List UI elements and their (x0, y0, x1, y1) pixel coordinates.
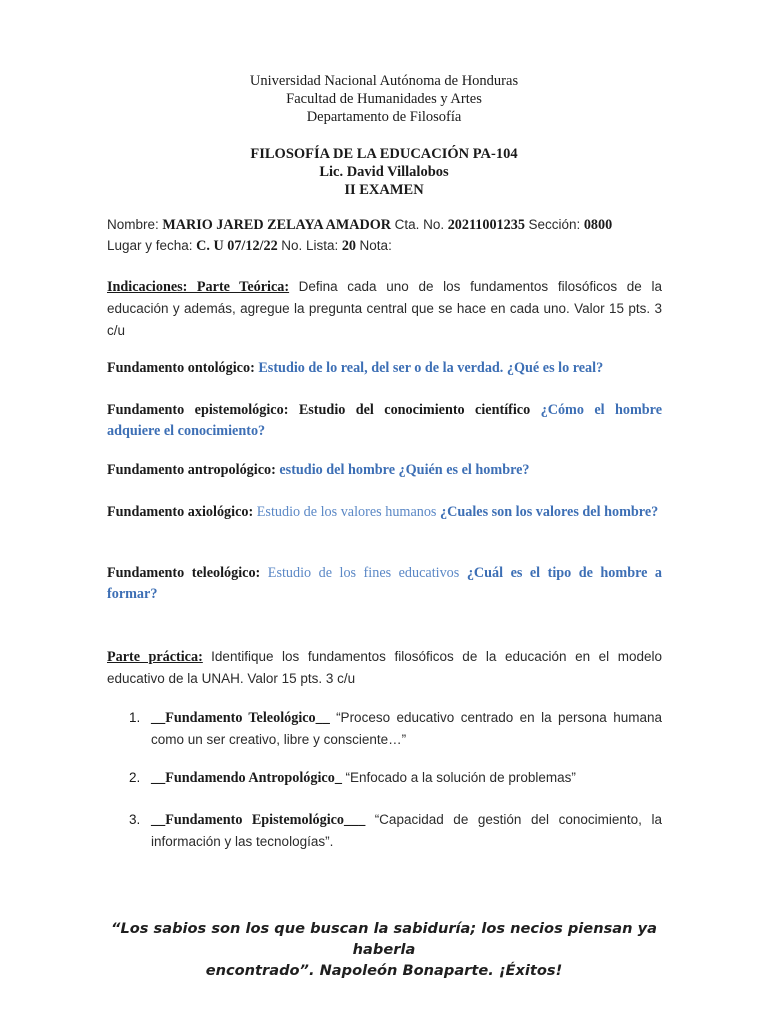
theory-item-anthropological (107, 460, 662, 481)
section-label: Sección: (528, 217, 581, 232)
theory-instructions-text: Defina cada uno de los fundamentos filosóficos de la educación y además, agregue la pregunta central que se hace en cada uno. Valor 15 pts. 3 c/u (107, 279, 662, 338)
theory-instructions (107, 276, 662, 342)
item-answer: __Fundamento Teleológico__ (151, 710, 330, 726)
item-label: Fundamento teleológico: (107, 565, 261, 581)
theory-item-axiological (107, 502, 662, 523)
account-number: 20211001235 (447, 217, 525, 233)
student-name: MARIO JARED ZELAYA AMADOR (162, 217, 392, 233)
item-definition: estudio del hombre (279, 462, 395, 478)
item-number: 2. (129, 770, 141, 785)
item-text: “Enfocado a la solución de problemas” (345, 770, 576, 785)
student-info-line-1 (107, 214, 662, 236)
department-name: Departamento de Filosofía (306, 109, 462, 125)
university-name: Universidad Nacional Autónoma de Honduras (249, 73, 519, 89)
practice-instructions-text: Identifique los fundamentos filosóficos de la educación en el modelo educativo de la UNAH. Valor 15 pts. 3 c/u (107, 649, 662, 686)
item-question: ¿Cuál es el tipo de hombre a formar? (107, 565, 663, 602)
student-info-line-2 (107, 235, 662, 257)
theory-heading: Indicaciones: Parte Teórica: (107, 279, 290, 295)
item-text: “Capacidad de gestión del conocimiento, la información y las tecnologías”. (151, 812, 662, 849)
item-label: Fundamento epistemológico: (107, 402, 289, 418)
item-definition: Estudio de lo real, del ser o de la verdad. (258, 360, 504, 376)
item-answer: __Fundamento Epistemológico___ (151, 812, 366, 828)
institution-header (0, 72, 768, 126)
item-definition: Estudio del conocimiento científico (298, 402, 531, 418)
item-text: “Proceso educativo centrado en la persona humana como un ser creativo, libre y consciente…” (151, 710, 663, 747)
item-number: 3. (129, 812, 141, 827)
quote-line-2: encontrado”. Napoleón Bonaparte. ¡Éxitos! (205, 962, 563, 979)
item-answer: __Fundamendo Antropológico_ (151, 770, 342, 786)
teacher-name: Lic. David Villalobos (319, 164, 449, 180)
course-header (0, 145, 768, 199)
practice-heading: Parte práctica: (107, 649, 203, 665)
faculty-name: Facultad de Humanidades y Artes (286, 91, 482, 107)
item-definition: Estudio de los fines educativos (267, 565, 460, 581)
account-label: Cta. No. (394, 217, 445, 232)
place-date: C. U 07/12/22 (196, 238, 278, 254)
exam-title: II EXAMEN (344, 182, 424, 198)
theory-item-teleological (107, 563, 662, 605)
item-question: ¿Cuales son los valores del hombre? (440, 504, 659, 520)
closing-quote (80, 918, 688, 981)
item-question: ¿Cómo el hombre adquiere el conocimiento? (107, 402, 663, 439)
item-label: Fundamento antropológico: (107, 462, 276, 478)
quote-line-1: “Los sabios son los que buscan la sabiduría; los necios piensan ya haberla (111, 920, 657, 958)
item-definition: Estudio de los valores humanos (256, 504, 437, 520)
name-label: Nombre: (107, 217, 159, 232)
item-label: Fundamento axiológico: (107, 504, 254, 520)
item-number: 1. (129, 710, 141, 725)
theory-item-ontological (107, 358, 662, 379)
list-label: No. Lista: (281, 238, 339, 253)
place-label: Lugar y fecha: (107, 238, 193, 253)
list-number: 20 (341, 238, 356, 254)
item-label: Fundamento ontológico: (107, 360, 255, 376)
section-number: 0800 (583, 217, 613, 233)
item-question: ¿Quién es el hombre? (398, 462, 530, 478)
course-title: FILOSOFÍA DE LA EDUCACIÓN PA-104 (250, 146, 518, 162)
theory-item-epistemological (107, 400, 662, 442)
item-question: ¿Qué es lo real? (506, 360, 604, 376)
grade-label: Nota: (359, 238, 392, 253)
practice-instructions (107, 646, 662, 690)
